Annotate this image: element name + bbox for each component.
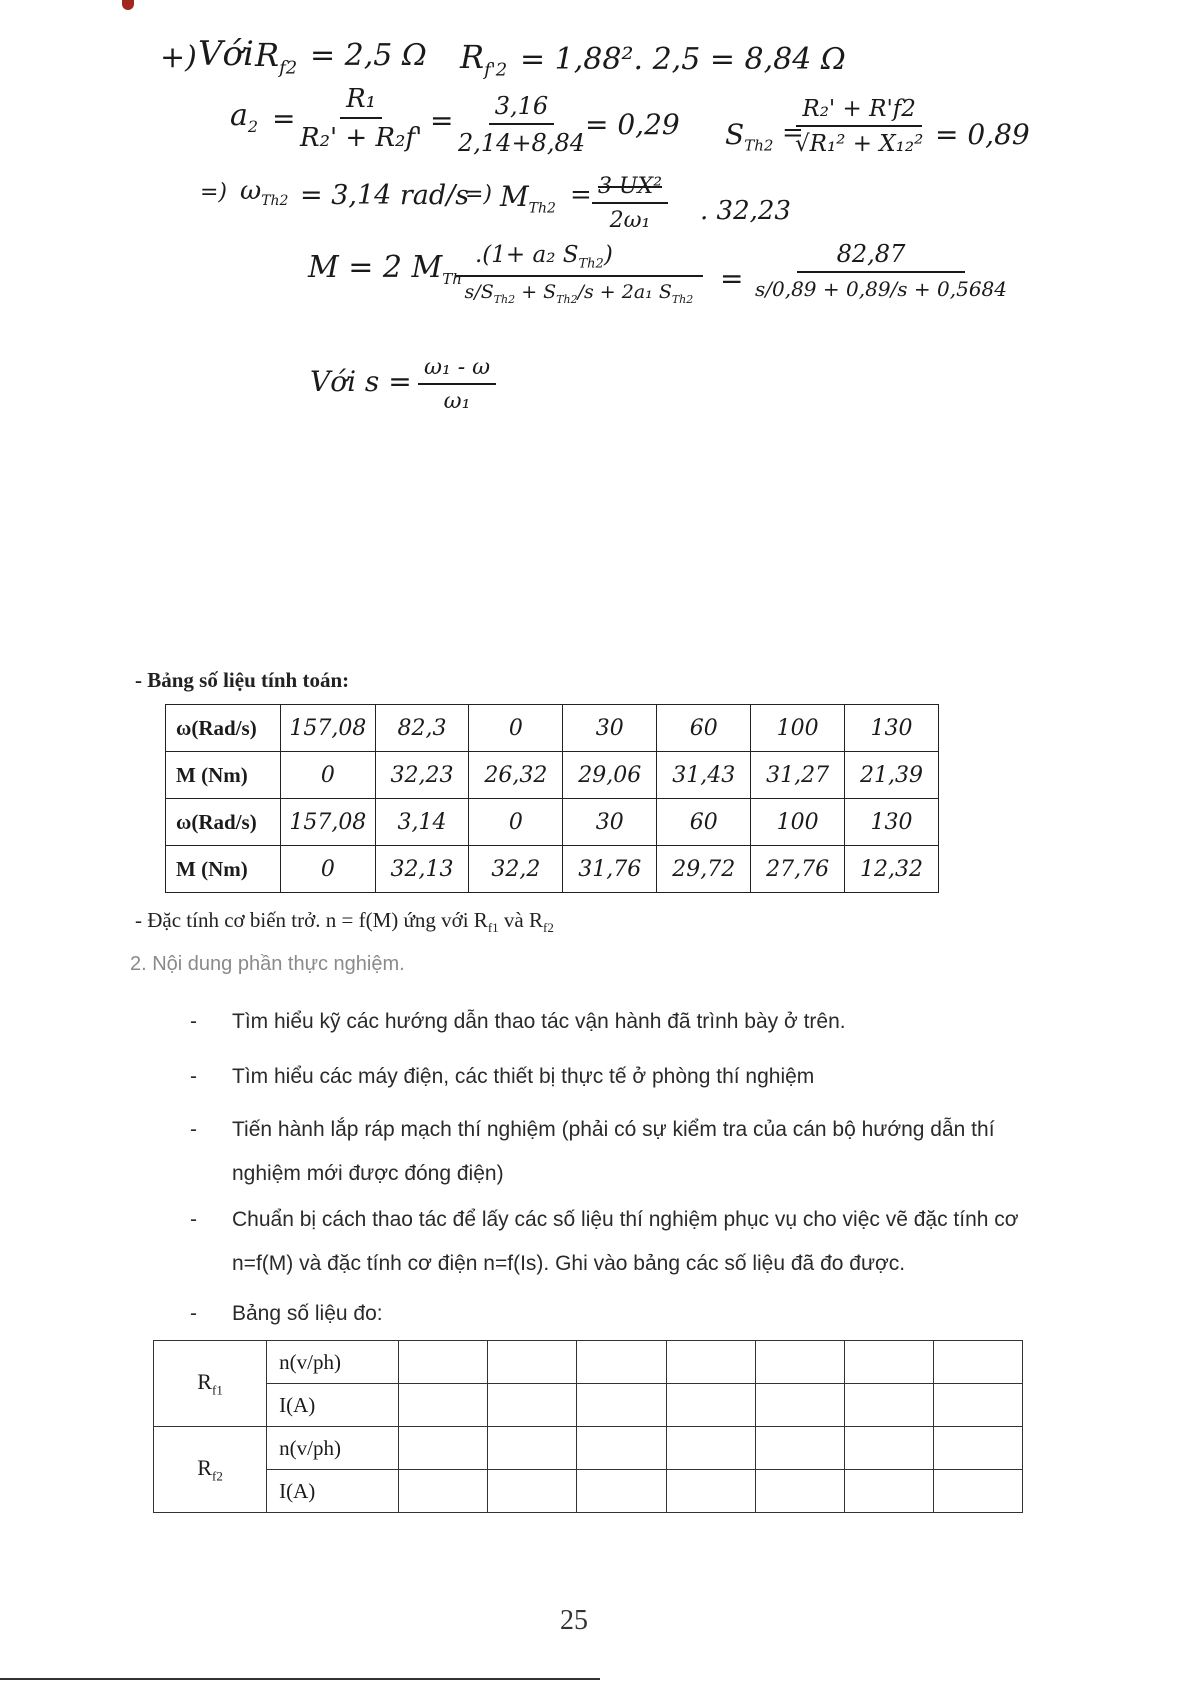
measure-row — [154, 1384, 1023, 1427]
sth2-eq: = — [782, 118, 804, 148]
calc-cell: 157,08 — [281, 799, 375, 846]
measure-quantity: n(v/ph) — [267, 1427, 399, 1470]
measure-cell[interactable] — [844, 1341, 933, 1384]
bullet-dash: - — [190, 1302, 197, 1325]
omega-th2-lhs: $\omega_{Th2}$ — [240, 176, 289, 210]
sth2-lhs: $S_{Th2}$ — [725, 118, 774, 155]
calc-table-title: - Bảng số liệu tính toán: — [135, 668, 350, 692]
calc-row-header: M (Nm) — [166, 752, 281, 799]
measure-cell[interactable] — [755, 1341, 844, 1384]
calc-cell: 31,43 — [657, 752, 751, 799]
bullet-dash: - — [190, 1118, 197, 1141]
measure-quantity: n(v/ph) — [267, 1341, 399, 1384]
measure-cell[interactable] — [933, 1384, 1022, 1427]
sth2-result: = 0,89 — [935, 118, 1030, 151]
calc-cell: 0 — [281, 752, 375, 799]
measure-row — [154, 1341, 1023, 1384]
bullet-text: Chuẩn bị cách thao tác để lấy các số liệu thí nghiệm phục vụ cho việc vẽ đặc tính cơ n=f(M) và đặc tính cơ điện n=f(Is). Ghi vào bảng các số liệu đã đo được. — [232, 1208, 1019, 1275]
measure-cell[interactable] — [755, 1384, 844, 1427]
calc-cell: 3,14 — [375, 799, 469, 846]
m-th2-lhs: $M_{Th2}$ — [500, 180, 556, 217]
bullet-dash: - — [190, 1010, 197, 1033]
measure-group-name: $R_{f1}$ — [154, 1341, 267, 1427]
measure-cell[interactable] — [577, 1427, 666, 1470]
calc-cell: 100 — [751, 705, 845, 752]
page-number: 25 — [560, 1605, 588, 1636]
bullet-dash: - — [190, 1208, 197, 1231]
rf2-value: = 2,5 Ω — [310, 38, 427, 73]
calc-cell: 100 — [751, 799, 845, 846]
calc-cell: 130 — [845, 799, 939, 846]
calc-cell: 26,32 — [469, 752, 563, 799]
calc-cell: 31,76 — [563, 846, 657, 893]
measure-cell[interactable] — [488, 1341, 577, 1384]
calc-row — [166, 846, 939, 893]
bullet-text: Tìm hiểu kỹ các hướng dẫn thao tác vận hành đã trình bày ở trên. — [232, 1010, 846, 1033]
measure-cell[interactable] — [399, 1470, 488, 1513]
calc-row — [166, 705, 939, 752]
calc-row-header: ω(Rad/s) — [166, 799, 281, 846]
r-symbol: $R_{f2}$ — [255, 36, 298, 79]
measure-cell[interactable] — [755, 1470, 844, 1513]
m-formula-eq: = — [720, 262, 744, 295]
m-formula-denominator: $s/S_{Th2} + S_{Th2}/s + 2a_1$ $S_{Th2}$ — [464, 280, 694, 306]
measure-cell[interactable] — [666, 1427, 755, 1470]
measure-cell[interactable] — [666, 1470, 755, 1513]
footer-line — [0, 1678, 600, 1680]
calc-cell: 157,08 — [281, 705, 375, 752]
a2-eq2: = — [430, 104, 454, 137]
calc-note: - Đặc tính cơ biến trở. n = f(M) ứng với $R_{f1}$ và $R_{f2}$ — [135, 908, 554, 936]
calc-cell: 12,32 — [845, 846, 939, 893]
arrow-2: =) — [465, 182, 493, 207]
calc-cell: 29,72 — [657, 846, 751, 893]
experiment-heading: 2. Nội dung phần thực nghiệm. — [130, 953, 405, 975]
measure-cell[interactable] — [755, 1427, 844, 1470]
calc-cell: 32,13 — [375, 846, 469, 893]
measure-row — [154, 1470, 1023, 1513]
measure-quantity: I(A) — [267, 1470, 399, 1513]
calc-cell: 130 — [845, 705, 939, 752]
calc-cell: 31,27 — [751, 752, 845, 799]
measure-cell[interactable] — [933, 1470, 1022, 1513]
measure-cell[interactable] — [844, 1384, 933, 1427]
measure-quantity: I(A) — [267, 1384, 399, 1427]
rf2-prime-value: = 1,88². 2,5 = 8,84 Ω — [520, 42, 846, 77]
sth2-fraction: $\frac{\text{R₂' + R'f2}}{\text{√R₁² + X₁₂²}}$ — [795, 96, 924, 157]
measure-row — [154, 1427, 1023, 1470]
measure-cell[interactable] — [666, 1384, 755, 1427]
measure-cell[interactable] — [577, 1384, 666, 1427]
measure-cell[interactable] — [399, 1384, 488, 1427]
calc-cell: 32,23 — [375, 752, 469, 799]
measure-cell[interactable] — [399, 1341, 488, 1384]
bullet-dash: - — [190, 1065, 197, 1088]
calc-cell: 82,3 — [375, 705, 469, 752]
measure-group-name: $R_{f2}$ — [154, 1427, 267, 1513]
calc-row-header: M (Nm) — [166, 846, 281, 893]
r-prime-symbol: $R_{f'2}$ — [460, 38, 508, 81]
m-formula-numerator: .(1+ a₂ $S_{Th2}$) — [455, 242, 703, 277]
a2-fraction-2: $\frac{3,16}{2,14+8,84}$ — [458, 92, 585, 157]
calc-cell: 21,39 — [845, 752, 939, 799]
calc-row-header: ω(Rad/s) — [166, 705, 281, 752]
calc-cell: 60 — [657, 799, 751, 846]
measure-cell[interactable] — [399, 1427, 488, 1470]
a2-fraction-1: $\frac{\text{R₁}}{\text{R₂' + R₂f'}}$ — [300, 84, 423, 153]
measure-table — [153, 1340, 1023, 1513]
omega-th2-value: = 3,14 rad/s — [300, 180, 470, 211]
calc-cell: 30 — [563, 705, 657, 752]
calc-table — [165, 704, 939, 893]
calc-cell: 0 — [281, 846, 375, 893]
with-s-lhs: Với s = — [310, 365, 412, 398]
calc-cell: 30 — [563, 799, 657, 846]
calc-cell: 27,76 — [751, 846, 845, 893]
word-voi: Với — [198, 34, 254, 74]
calc-cell: 60 — [657, 705, 751, 752]
measure-cell[interactable] — [577, 1470, 666, 1513]
calc-cell: 0 — [469, 705, 563, 752]
calc-cell: 32,2 — [469, 846, 563, 893]
bullet-text: Bảng số liệu đo: — [232, 1302, 383, 1325]
m-th2-result: . 32,23 — [700, 196, 791, 226]
a2-result: = 0,29 — [585, 108, 680, 141]
measure-cell[interactable] — [488, 1427, 577, 1470]
bullet-text: Tìm hiểu các máy điện, các thiết bị thực tế ở phòng thí nghiệm — [232, 1065, 815, 1088]
measure-cell[interactable] — [577, 1341, 666, 1384]
arrow-1: =) — [200, 180, 228, 205]
with-s-fraction: $\frac{\text{ω₁ - ω}}{\text{ω₁}}$ — [418, 355, 496, 414]
m-formula-lhs: M = 2 $M_{Th}$ — [308, 250, 462, 288]
bullet-text: Tiến hành lắp ráp mạch thí nghiệm (phải có sự kiểm tra của cán bộ hướng dẫn thí nghiệm mới được đóng điện) — [232, 1118, 995, 1185]
corner-mark — [122, 0, 134, 10]
measure-cell[interactable] — [844, 1427, 933, 1470]
measure-cell[interactable] — [933, 1341, 1022, 1384]
measure-cell[interactable] — [488, 1470, 577, 1513]
plus-arrow: +) — [160, 40, 197, 75]
m-formula-fraction-2: 82,87 s/0,89 + 0,89/s + 0,5684 — [755, 240, 1007, 301]
calc-cell: 29,06 — [563, 752, 657, 799]
calc-cell: 0 — [469, 799, 563, 846]
measure-cell[interactable] — [933, 1427, 1022, 1470]
m-th2-fraction: $\frac{\text{3 UX²}}{\text{2ω₁}}$ — [592, 174, 668, 233]
calc-row — [166, 799, 939, 846]
m-formula-fraction — [455, 242, 703, 305]
measure-cell[interactable] — [488, 1384, 577, 1427]
measure-cell[interactable] — [666, 1341, 755, 1384]
m-th2-eq: = — [570, 180, 592, 210]
measure-cell[interactable] — [844, 1470, 933, 1513]
calc-row — [166, 752, 939, 799]
a2-eq: = — [272, 102, 296, 135]
a2-lhs: $a_2$ — [230, 98, 259, 136]
